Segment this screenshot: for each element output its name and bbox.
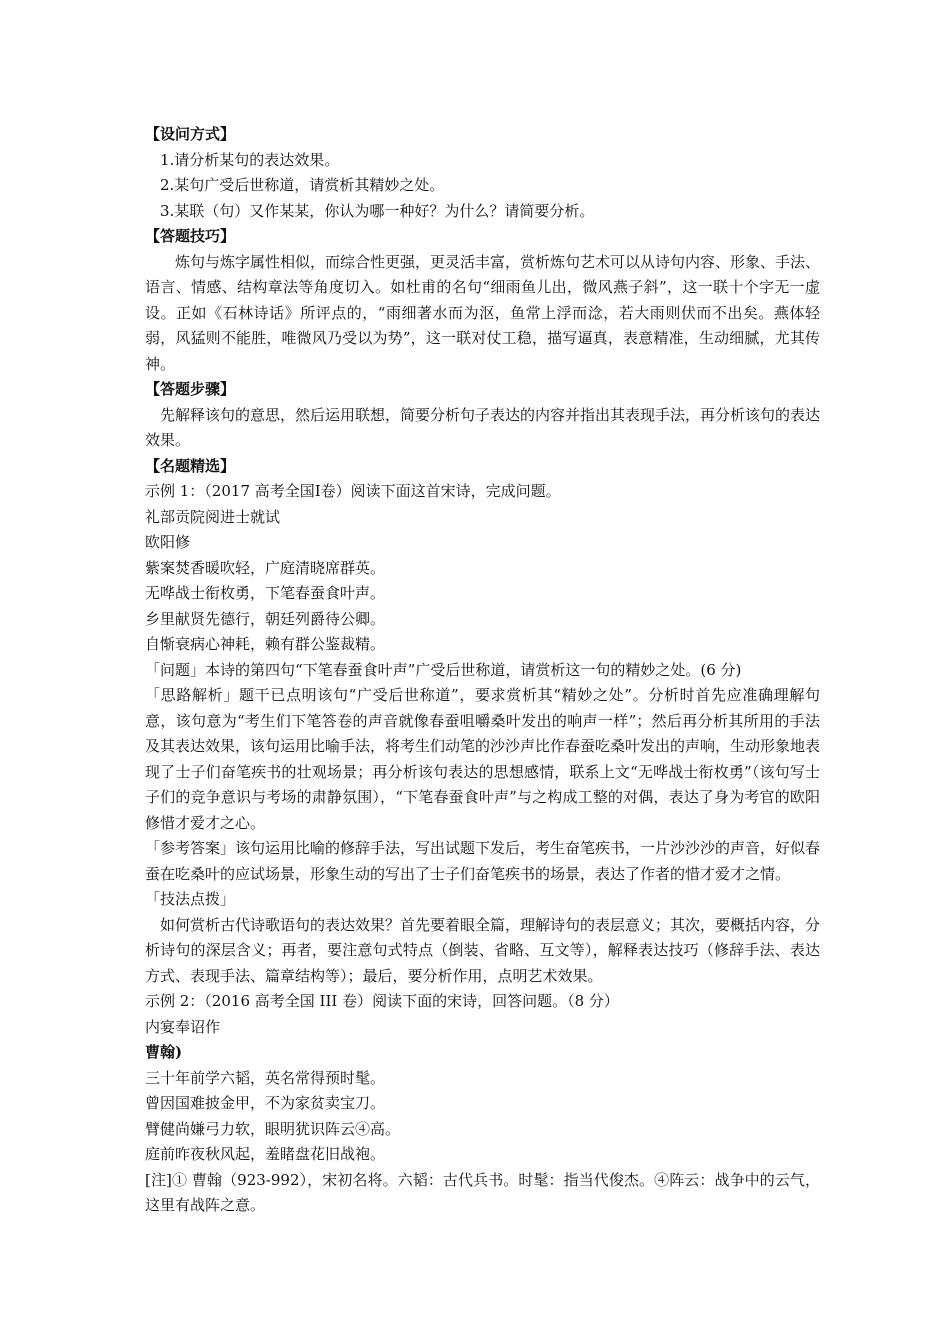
document-page [145, 122, 820, 1219]
example2-poem-line: 臂健尚嫌弓力软，眼明犹识阵云④高。 [145, 1119, 401, 1138]
example2-poem-line: 庭前昨夜秋风起，羞睹盘花旧战袍。 [145, 1145, 386, 1163]
question-form-item: 3.某联（句）又作某某，你认为哪一种好？为什么？请简要分析。 [160, 201, 595, 220]
section-heading-selected-questions: 【名题精选】 [145, 456, 236, 475]
answer-skills-paragraph: 炼句与炼字属性相似，而综合性更强，更灵活丰富，赏析炼句艺术可以从诗句内容、形象、手法、语言、情感、结构章法等角度切入。如杜甫的名句“细雨鱼儿出，微风燕子斜”，这一联十个字无一虚设。正如《石林诗话》所评点的，“雨细著水而为沤，鱼常上浮而淰，若大雨则伏而不出矣。燕体轻弱，风猛则不能胜，唯微风乃受以为势”，这一联对仗工稳，描写逼真，表意精准，生动细腻，尤其传神。 [145, 252, 821, 373]
example1-poem-author: 欧阳修 [145, 533, 191, 551]
example1-poem-line: 自惭衰病心神耗，赖有群公鉴裁精。 [145, 635, 386, 653]
example1-tips-heading: 「技法点拨」 [145, 890, 236, 908]
example2-poem-line: 三十年前学六韬，英名常得预时髦。 [145, 1068, 386, 1087]
example1-poem-line: 无哗战士衔枚勇，下笔春蚕食叶声。 [145, 584, 386, 602]
example1-question: 「问题」本诗的第四句“下笔春蚕食叶声”广受后世称道，请赏析这一句的精妙之处。(6 分) [145, 660, 742, 679]
example1-poem-title: 礼部贡院阅进士就试 [145, 507, 281, 526]
answer-steps-paragraph: 先解释该句的意思，然后运用联想，简要分析句子表达的内容并指出其表现手法，再分析该句的表达效果。 [145, 405, 821, 449]
example1-analysis: 「思路解析」题干已点明该句“广受后世称道”，要求赏析其“精妙之处”。分析时首先应准确理解句意，该句意为“考生们下笔答卷的声音就像春蚕咀嚼桑叶发出的响声一样”；然后再分析其所用的手法及其表达效果，该句运用比喻手法，将考生们动笔的沙沙声比作春蚕吃桑叶发出的声响，生动形象地表现了士子们奋笔疾书的壮观场景；再分析该句表达的思想感情，联系上文“无哗战士衔枚勇”（该句写士子们的竞争意识与考场的肃静氛围），“下笔春蚕食叶声”与之构成工整的对偶，表达了身为考官的欧阳修惜才爱才之心。 [145, 686, 821, 832]
example2-poem-author: 曹翰) [145, 1043, 183, 1061]
example2-poem-title: 内宴奉诏作 [145, 1017, 221, 1036]
section-heading-question-forms: 【设问方式】 [145, 125, 236, 143]
question-form-item: 2.某句广受后世称道，请赏析其精妙之处。 [160, 176, 445, 194]
example2-note: [注]① 曹翰（923-992），宋初名将。六韬：古代兵书。时髦：指当代俊杰。④阵云：战争中的云气，这里有战阵之意。 [145, 1170, 820, 1214]
example2-intro: 示例 2：（2016 高考全国 III 卷）阅读下面的宋诗，回答问题。（8 分） [145, 992, 619, 1010]
section-heading-answer-skills: 【答题技巧】 [145, 227, 236, 245]
question-form-item: 1.请分析某句的表达效果。 [160, 150, 340, 169]
section-heading-answer-steps: 【答题步骤】 [145, 380, 236, 398]
example1-intro: 示例 1：（2017 高考全国Ⅰ卷）阅读下面这首宋诗，完成问题。 [145, 482, 561, 500]
example1-poem-line: 紫案焚香暖吹轻，广庭清晓席群英。 [145, 558, 386, 577]
example1-poem-line: 乡里献贤先德行，朝廷列爵待公卿。 [145, 609, 386, 628]
example1-tips: 如何赏析古代诗歌语句的表达效果？首先要着眼全篇，理解诗句的表层意义；其次，要概括内容，分析诗句的深层含义；再者，要注意句式特点（倒装、省略、互文等），解释表达技巧（修辞手法、表达方式、表现手法、篇章结构等）；最后，要分析作用，点明艺术效果。 [145, 915, 821, 985]
example2-poem-line: 曾因国难披金甲，不为家贫卖宝刀。 [145, 1094, 386, 1112]
example1-answer: 「参考答案」该句运用比喻的修辞手法，写出试题下发后，考生奋笔疾书，一片沙沙沙的声音，好似春蚕在吃桑叶的应试场景，形象生动的写出了士子们奋笔疾书的场景，表达了作者的惜才爱才之情。 [145, 839, 821, 883]
